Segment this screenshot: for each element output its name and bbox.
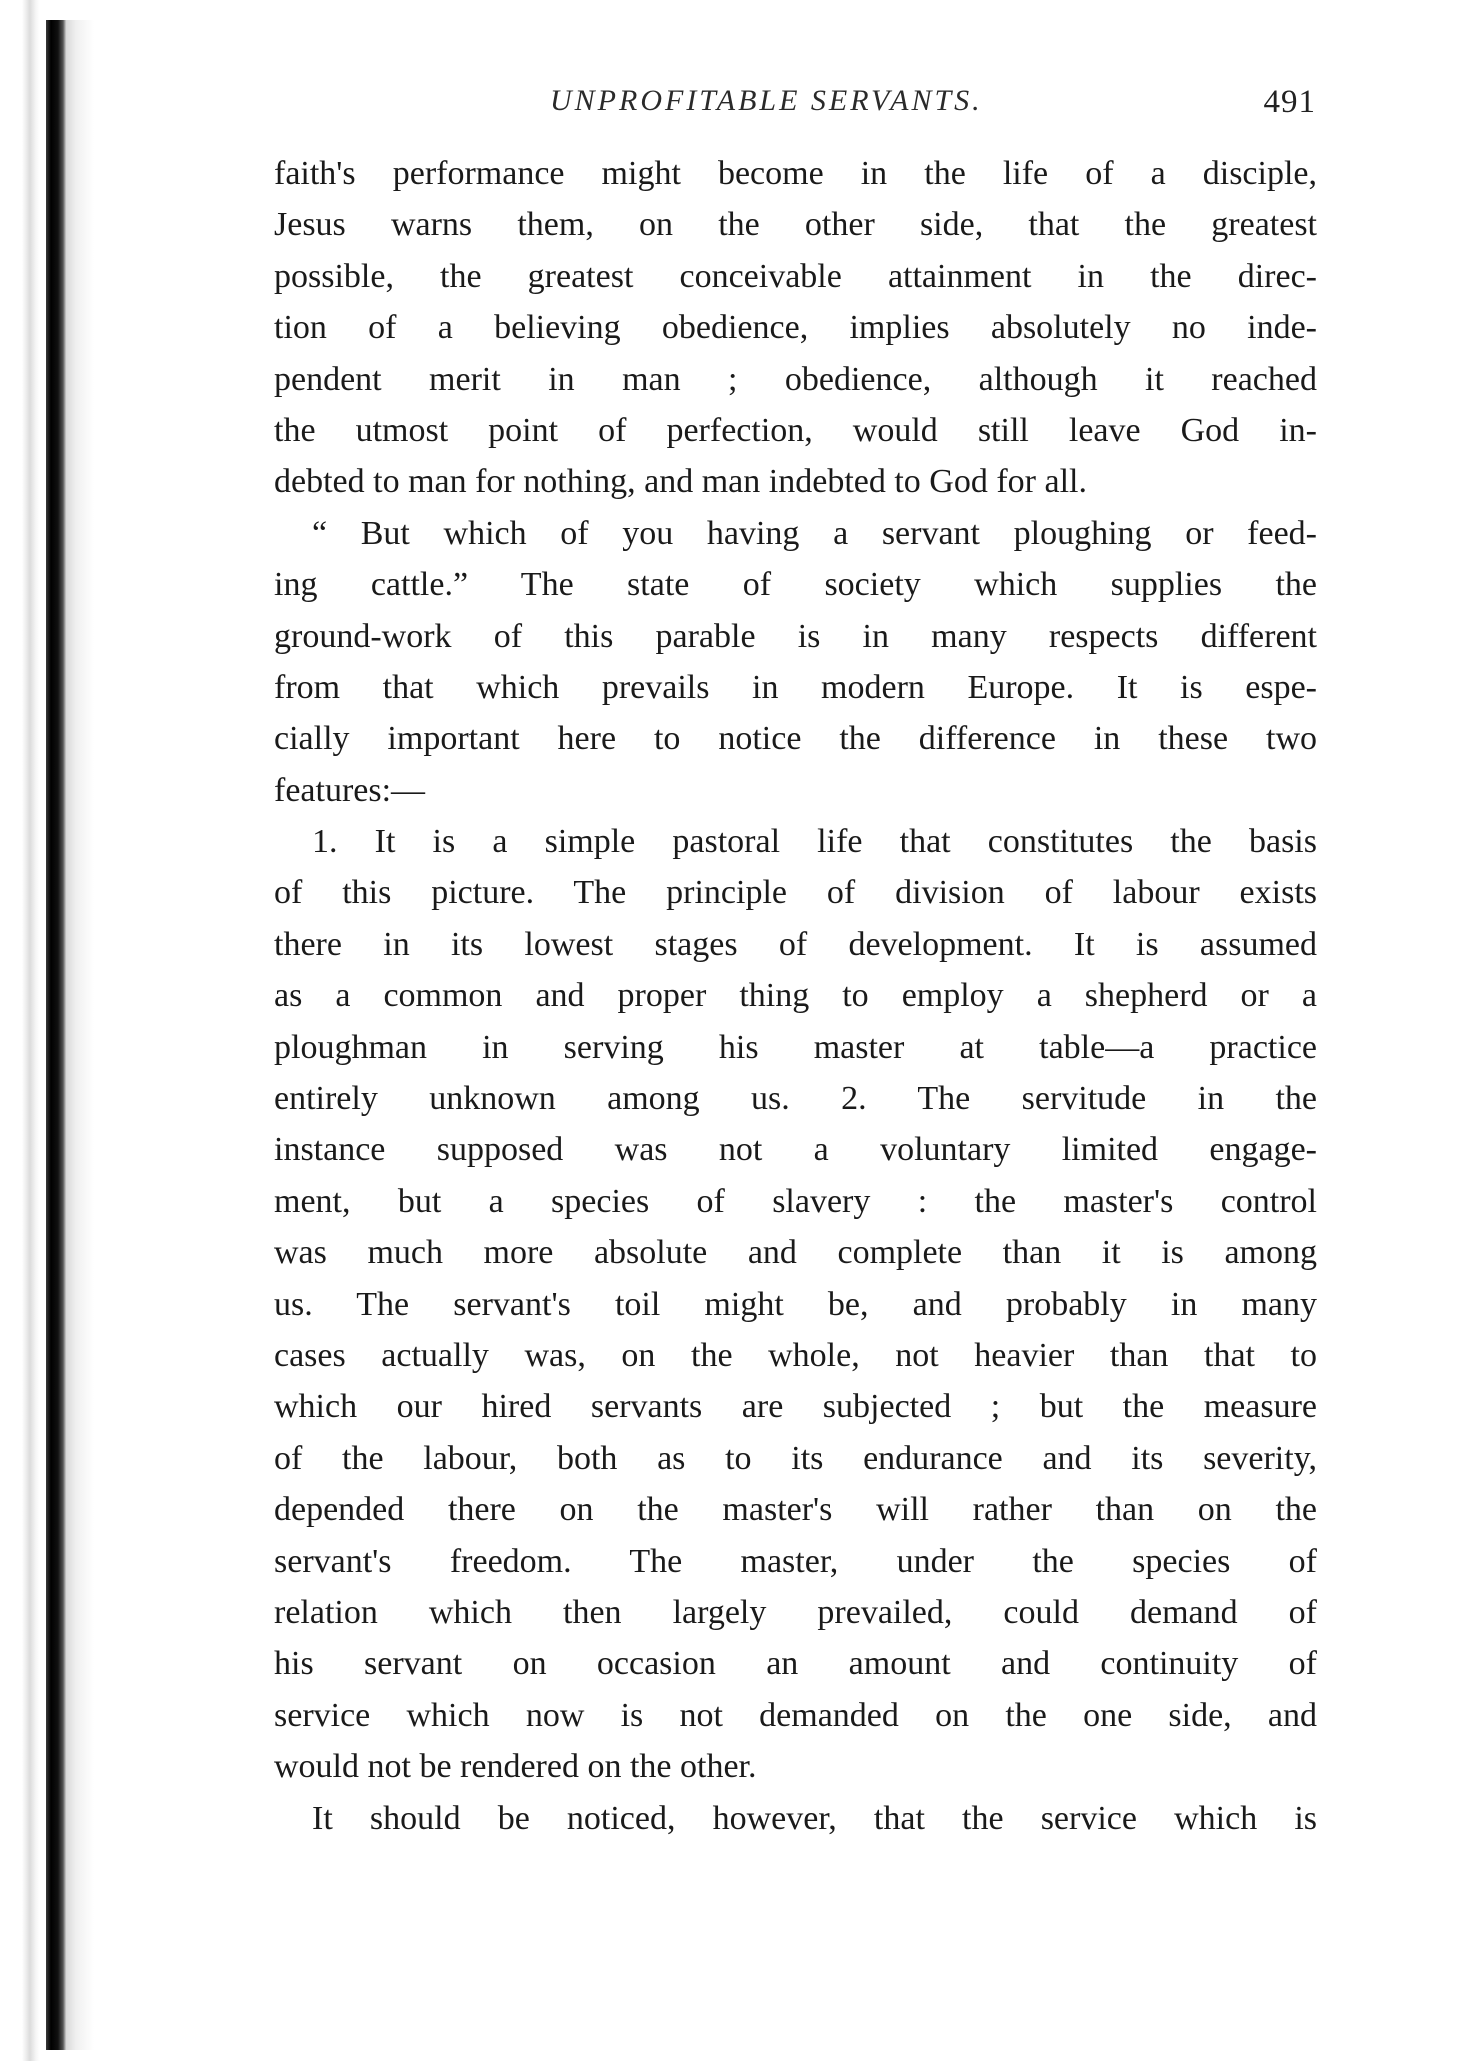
text-line: was much more absolute and complete than it is among	[274, 1234, 1317, 1272]
body-text	[274, 148, 1317, 1844]
text-line: there in its lowest stages of development. It is assumed	[274, 925, 1317, 963]
text-line: which our hired servants are subjected ; but the measure	[274, 1388, 1317, 1426]
text-line: relation which then largely prevailed, could demand of	[274, 1593, 1317, 1631]
paragraph-start-line: 1. It is a simple pastoral life that constitutes the basis	[312, 823, 1317, 861]
text-line: features:—	[274, 771, 426, 809]
book-binding-edge	[46, 20, 66, 2050]
text-line: instance supposed was not a voluntary limited engage-	[274, 1131, 1317, 1169]
text-line: tion of a believing obedience, implies absolutely no inde-	[274, 309, 1317, 347]
text-line: cially important here to notice the difference in these two	[274, 720, 1317, 758]
text-line: Jesus warns them, on the other side, that the greatest	[274, 206, 1317, 244]
text-line: debted to man for nothing, and man indebted to God for all.	[274, 463, 1087, 501]
running-title: UNPROFITABLE SERVANTS.	[550, 84, 983, 117]
text-line: pendent merit in man ; obedience, although it reached	[274, 360, 1317, 398]
text-line: ing cattle.” The state of society which supplies the	[274, 566, 1317, 604]
text-line: us. The servant's toil might be, and probably in many	[274, 1285, 1317, 1323]
text-line: his servant on occasion an amount and continuity of	[274, 1645, 1317, 1683]
text-line: servant's freedom. The master, under the species of	[274, 1542, 1317, 1580]
text-line: depended there on the master's will rather than on the	[274, 1491, 1317, 1529]
text-line: would not be rendered on the other.	[274, 1748, 757, 1786]
paragraph-start-line: “ But which of you having a servant ploughing or feed-	[312, 514, 1317, 552]
text-line: as a common and proper thing to employ a shepherd or a	[274, 977, 1317, 1015]
text-line: faith's performance might become in the life of a disciple,	[274, 155, 1317, 192]
text-line: possible, the greatest conceivable attainment in the direc-	[274, 257, 1317, 295]
paragraph-start-line: It should be noticed, however, that the service which is	[312, 1799, 1317, 1837]
binding-shadow	[66, 20, 94, 2050]
text-line: ground-work of this parable is in many respects different	[274, 617, 1317, 655]
text-line: ment, but a species of slavery : the master's control	[274, 1182, 1317, 1220]
text-line: ploughman in serving his master at table—a practice	[274, 1028, 1317, 1066]
text-line: from that which prevails in modern Europe. It is espe-	[274, 668, 1317, 706]
text-line: entirely unknown among us. 2. The servitude in the	[274, 1080, 1317, 1118]
text-line: of this picture. The principle of division of labour exists	[274, 874, 1317, 912]
text-line: service which now is not demanded on the one side, and	[274, 1696, 1317, 1734]
text-line: of the labour, both as to its endurance and its severity,	[274, 1439, 1317, 1477]
text-line: the utmost point of perfection, would still leave God in-	[274, 411, 1317, 449]
running-head	[276, 84, 1316, 134]
text-line: cases actually was, on the whole, not heavier than that to	[274, 1336, 1317, 1374]
page-number: 491	[1263, 84, 1316, 120]
